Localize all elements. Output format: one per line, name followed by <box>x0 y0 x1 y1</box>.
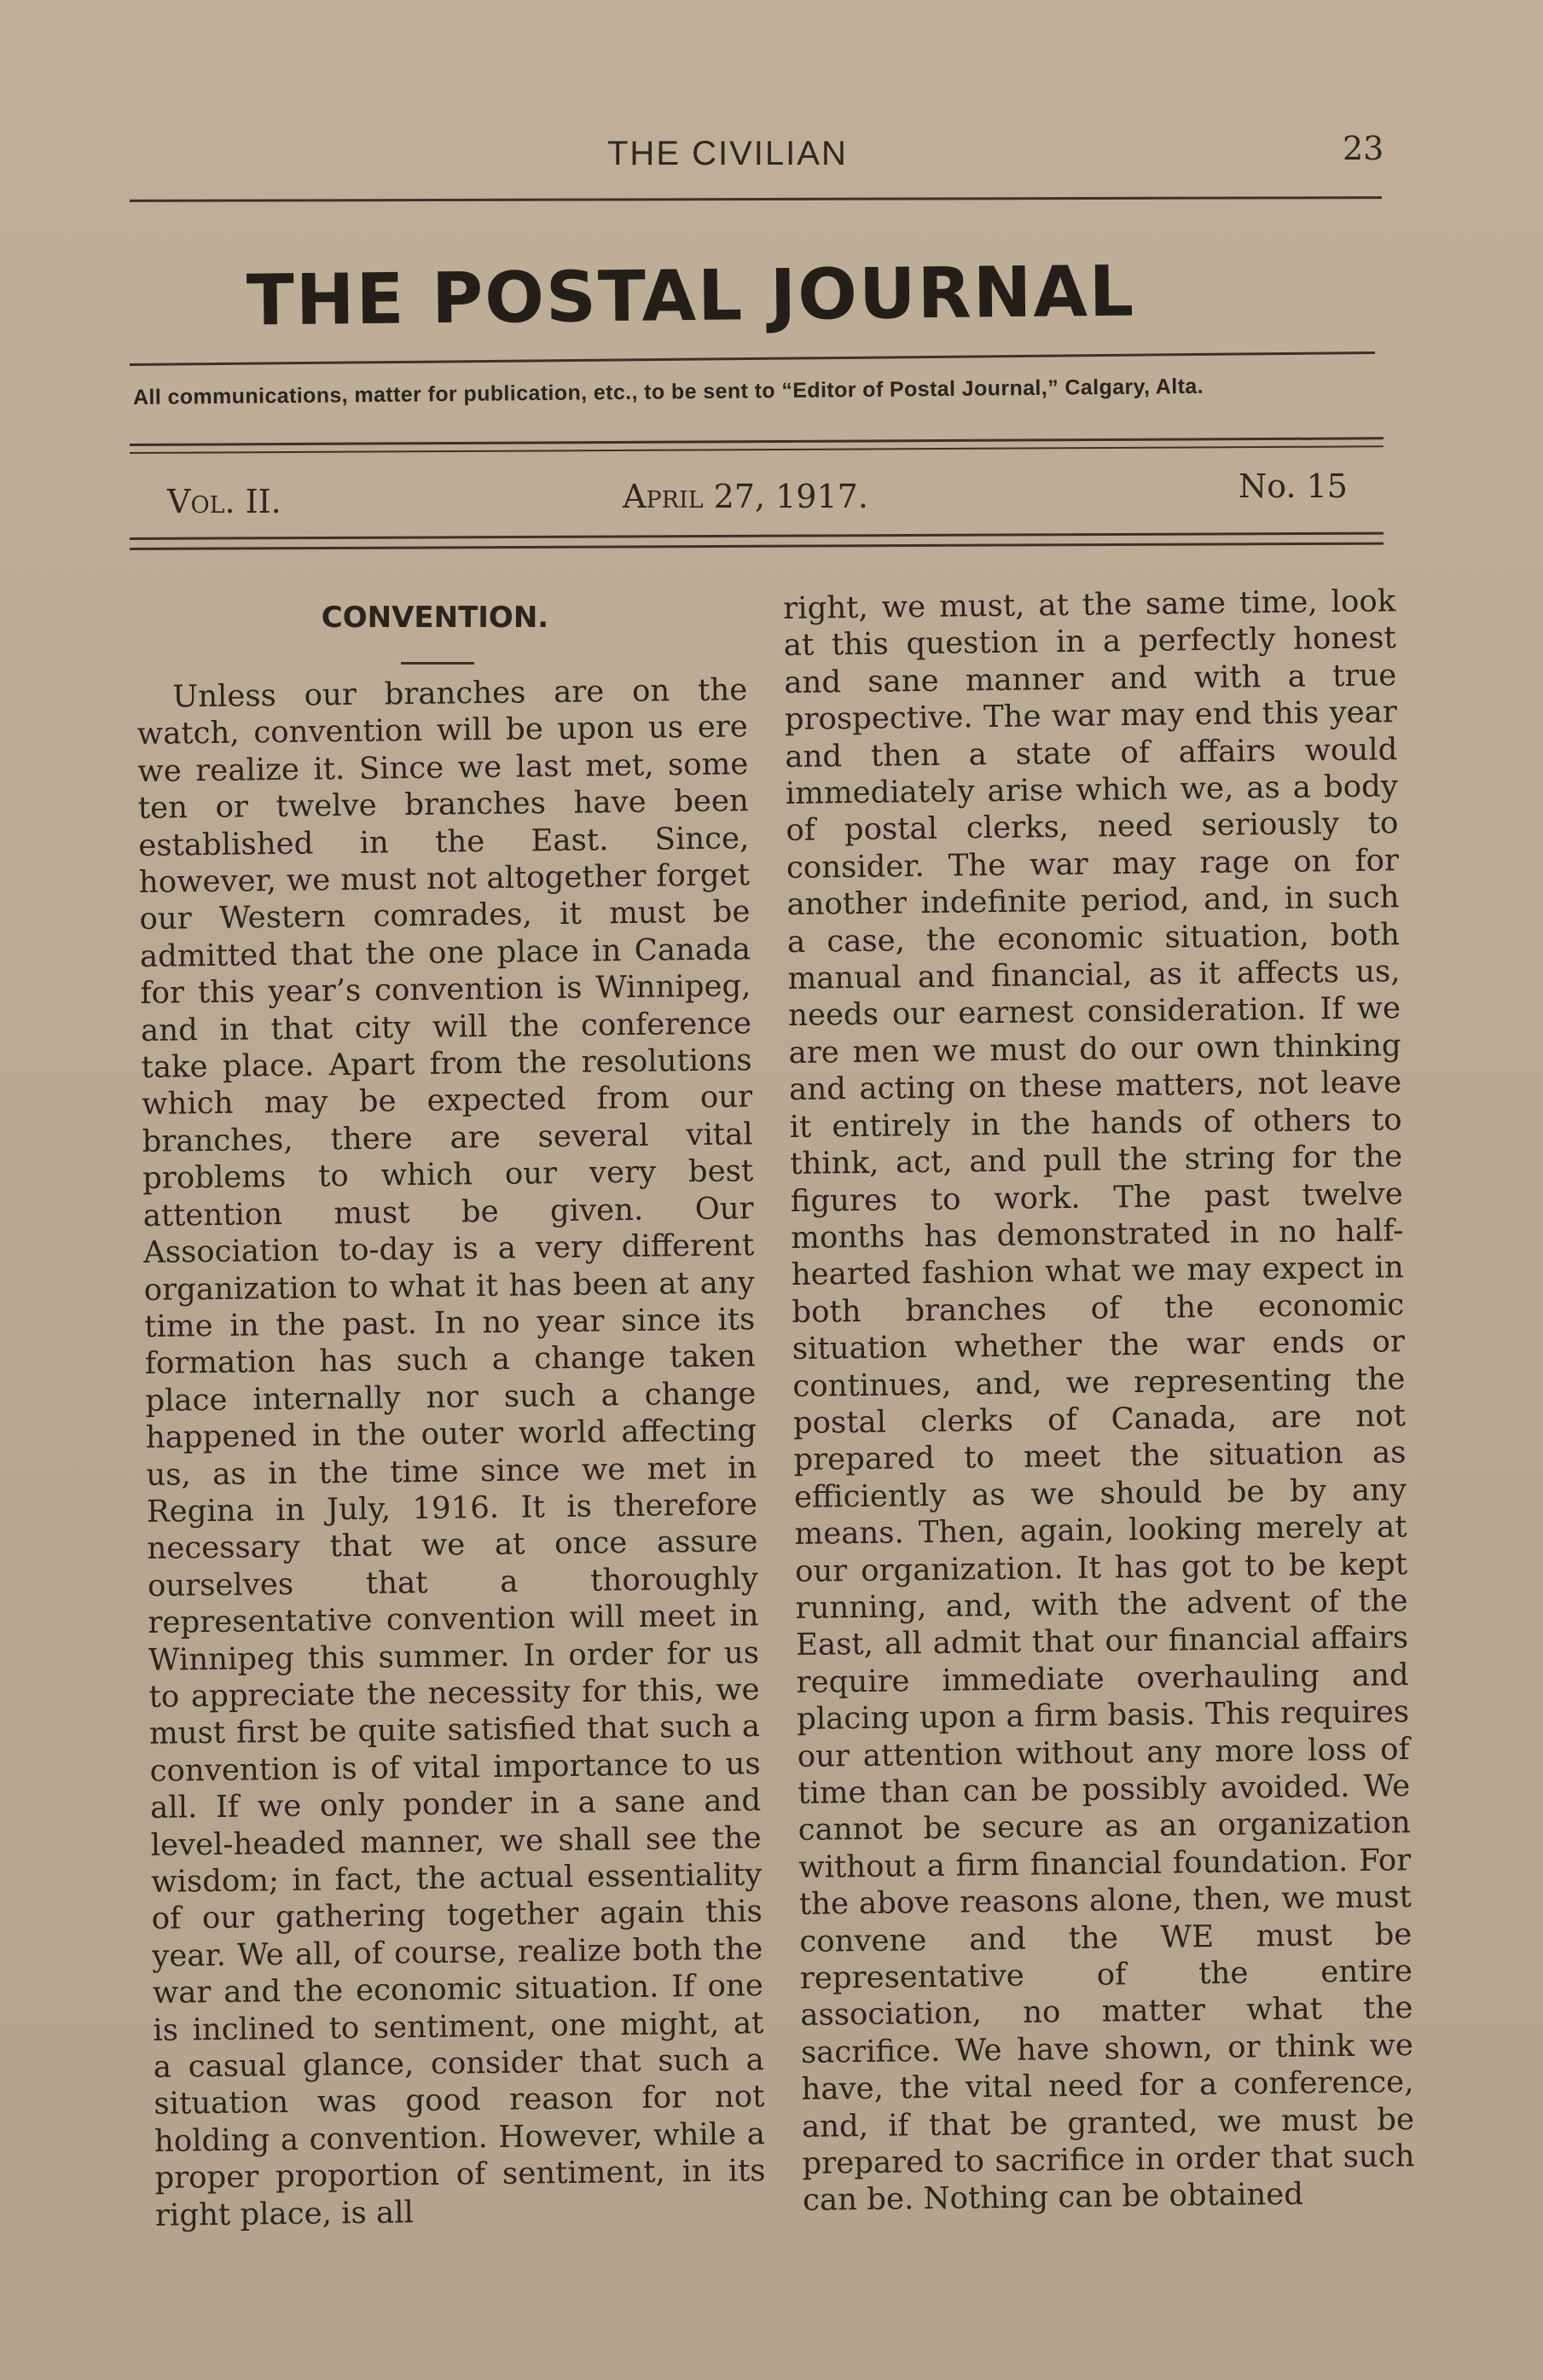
masthead-rule-lower-1 <box>130 437 1383 446</box>
masthead-rule-top <box>130 351 1375 366</box>
article-paragraph-right: right, we must, at the same time, look at this question in a perfectly honest and sane manner and with a true prospective. The war may end this year and then a state of affairs would immediately arise which we, as a body of postal clerks, need seriously to consider. The war may rage on for another indefinite period, and, in such a case, the economic situation, both manual and financial, as it affects us, needs our earnest consideration. If we are men we must do our own thinking and acting on these matters, not leave it entirely in the hands of others to think, act, and pull the string for the figures to work. The past twelve months has demonstrated in no half-hearted fashion what we may expect in both branches of the economic situation whether the war ends or continues, and, we representing the postal clerks of Canada, are not prepared to meet the situation as efficiently as we should be by any means. Then, again, looking merely at our organization. It has got to be kept running, and, with the advent of the East, all admit that our financial affairs require immediate overhauling and placing upon a firm basis. This requires our attention without any more loss of time than can be possibly avoided. We cannot be secure as an organization without a firm financial foundation. For the above reasons alone, then, we must convene and the WE must be representative of the entire association, no matter what the sacrifice. We have shown, or think we have, the vital need for a conference, and, if that be granted, we must be prepared to sacrifice in order that such can be. Nothing can be obtained <box>783 583 1415 2219</box>
article-column-right <box>783 583 1415 2220</box>
masthead-rule-lower-2 <box>130 445 1383 454</box>
title-underline <box>401 662 474 665</box>
page-number: 23 <box>1343 130 1384 167</box>
running-title: THE CIVILIAN <box>607 135 848 172</box>
article-title: CONVENTION. <box>321 601 549 635</box>
volume-label: Vol. II. <box>167 483 281 520</box>
masthead-title: THE POSTAL JOURNAL <box>246 251 1136 342</box>
header-rule <box>130 196 1382 202</box>
running-head <box>0 130 1543 181</box>
article-column-left <box>136 671 766 2234</box>
issue-date: April 27, 1917. <box>623 478 868 515</box>
article-paragraph-left: Unless our branches are on the watch, convention will be upon us ere we realize it. Since we last met, some ten or twelve branches have been established in the East. Since, however, we must not altogether forget our Western comrades, it must be admitted that the one place in Canada for this year’s convention is Winnipeg, and in that city will the conference take place. Apart from the resolutions which may be expected from our branches, there are several vital problems to which our very best attention must be given. Our Association to-day is a very different organization to what it has been at any time in the past. In no year since its formation has such a change taken place internally nor such a change happened in the outer world affecting us, as in the time since we met in Regina in July, 1916. It is therefore necessary that we at once assure ourselves that a thoroughly representative convention will meet in Winnipeg this summer. In order for us to appreciate the necessity for this, we must first be quite satisfied that such a convention is of vital importance to us all. If we only ponder in a sane and level-headed manner, we shall see the wisdom; in fact, the actual essentiality of our gathering together again this year. We all, of course, realize both the war and the economic situation. If one is inclined to sentiment, one might, at a casual glance, consider that such a situation was good reason for not holding a convention. However, while a proper proportion of sentiment, in its right place, is all <box>136 672 766 2233</box>
issue-line <box>0 467 1543 519</box>
issue-rule-2 <box>130 543 1383 550</box>
issue-number: No. 15 <box>1238 467 1348 505</box>
masthead-notice: All communications, matter for publication, etc., to be sent to “Editor of Postal Journal,” Calgary, Alta. <box>132 374 1204 409</box>
issue-rule-1 <box>130 532 1383 540</box>
